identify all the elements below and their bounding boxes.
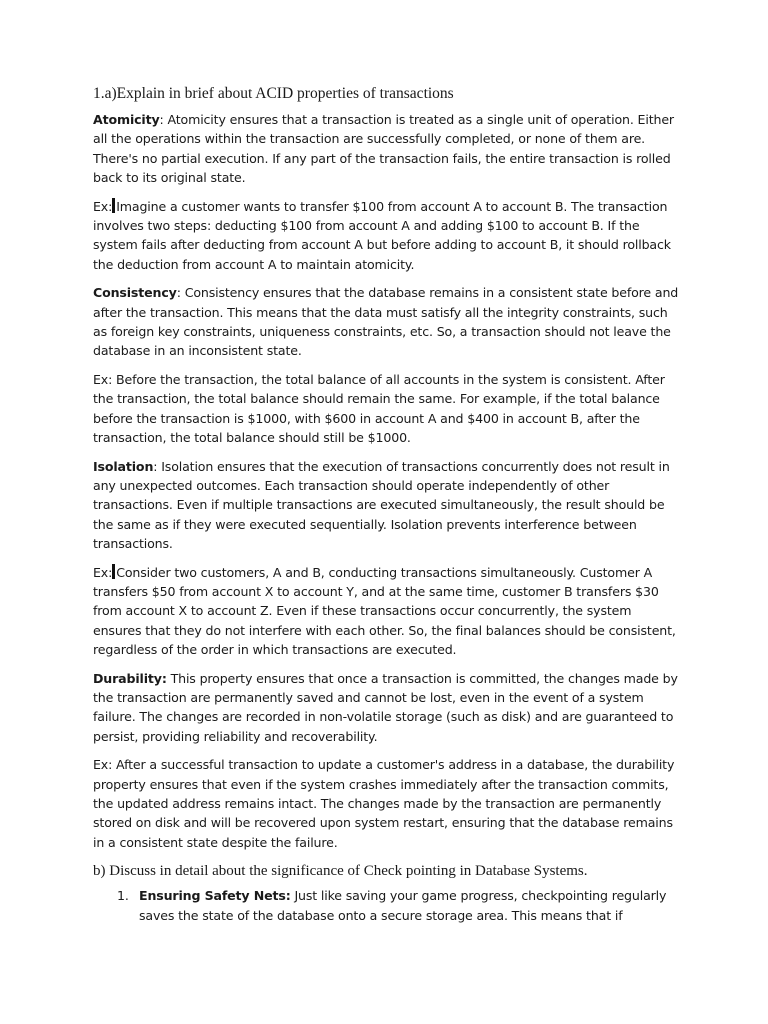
text-cursor-icon <box>112 564 115 579</box>
document-page <box>93 84 681 925</box>
isolation-separator: : <box>153 458 162 474</box>
atomicity-term: Atomicity <box>93 112 160 127</box>
consistency-separator: : <box>176 285 185 301</box>
question-1a-heading: 1.a)Explain in brief about ACID properties of transactions <box>93 85 454 102</box>
question-1b-heading: b) Discuss in detail about the significance of Check pointing in Database Systems. <box>93 863 588 880</box>
list-item-term: Ensuring Safety Nets: <box>139 888 291 904</box>
consistency-example-paragraph: Ex: Before the transaction, the total balance of all accounts in the system is consistent. After the transaction, the total balance should remain the same. For example, if the total balance before the transaction is $1000, with $600 in account A and $400 in account B, after the transaction, the total balance should still be $1000. <box>93 371 665 446</box>
isolation-term: Isolation <box>93 458 154 474</box>
checkpointing-list <box>93 886 681 925</box>
atomicity-example-prefix: Ex: <box>93 198 113 214</box>
text-cursor-icon <box>112 198 115 213</box>
isolation-text: Isolation ensures that the execution of transactions concurrently does not result in any unexpected outcomes. Each transaction should operate independently of other transactions. Even if multiple transactions are executed simultaneously, the result should be the same as if they were executed sequentially. Isolation prevents interference between transactions. <box>93 458 670 552</box>
consistency-term: Consistency <box>93 285 177 301</box>
atomicity-example-paragraph <box>93 197 681 275</box>
isolation-example-paragraph <box>93 563 681 660</box>
consistency-paragraph <box>93 283 681 361</box>
list-item-number: 1. <box>117 888 129 904</box>
durability-example-paragraph: Ex: After a successful transaction to update a customer's address in a database, the durability property ensures that even if the system crashes immediately after the transaction commits, the updated address remains intact. The changes made by the transaction are permanently stored on disk and will be recovered upon system restart, ensuring that the database remains in a consistent state despite the failure. <box>93 757 675 850</box>
atomicity-paragraph <box>93 110 681 188</box>
durability-paragraph <box>93 669 681 747</box>
durability-text: This property ensures that once a transaction is committed, the changes made by the transaction are permanently saved and cannot be lost, even in the event of a system failure. The changes are recorded in non-volatile storage (such as disk) and are guaranteed to persist, providing reliability and recoverability. <box>93 670 678 744</box>
list-item-text: Just like saving your game progress, checkpointing regularly saves the state of the database onto a secure storage area. This means that if <box>139 888 667 923</box>
isolation-example-text: Consider two customers, A and B, conducting transactions simultaneously. Customer A transfers $50 from account X to account Y, and at the same time, customer B transfers $30 from account X to account Z. Even if these transactions occur concurrently, the system ensures that they do not interfere with each other. So, the final balances should be consistent, regardless of the order in which transactions are executed. <box>93 564 676 658</box>
consistency-text: Consistency ensures that the database remains in a consistent state before and after the transaction. This means that the data must satisfy all the integrity constraints, such as foreign key constraints, uniqueness constraints, etc. So, a transaction should not leave the database in an inconsistent state. <box>93 285 679 359</box>
isolation-example-prefix: Ex: <box>93 564 113 580</box>
list-item <box>93 886 681 925</box>
isolation-paragraph <box>93 457 681 554</box>
atomicity-separator: : <box>159 112 168 127</box>
atomicity-example-text: Imagine a customer wants to transfer $100 from account A to account B. The transaction involves two steps: deducting $100 from account A and adding $100 to account B. If the system fails after deducting from account A but before adding to account B, it should rollback the deduction from account A to maintain atomicity. <box>93 198 671 272</box>
durability-term: Durability: <box>93 670 167 686</box>
atomicity-text: Atomicity ensures that a transaction is treated as a single unit of operation. Either all the operations within the transaction are successfully completed, or none of them are. There's no partial execution. If any part of the transaction fails, the entire transaction is rolled back to its original state. <box>93 112 674 186</box>
